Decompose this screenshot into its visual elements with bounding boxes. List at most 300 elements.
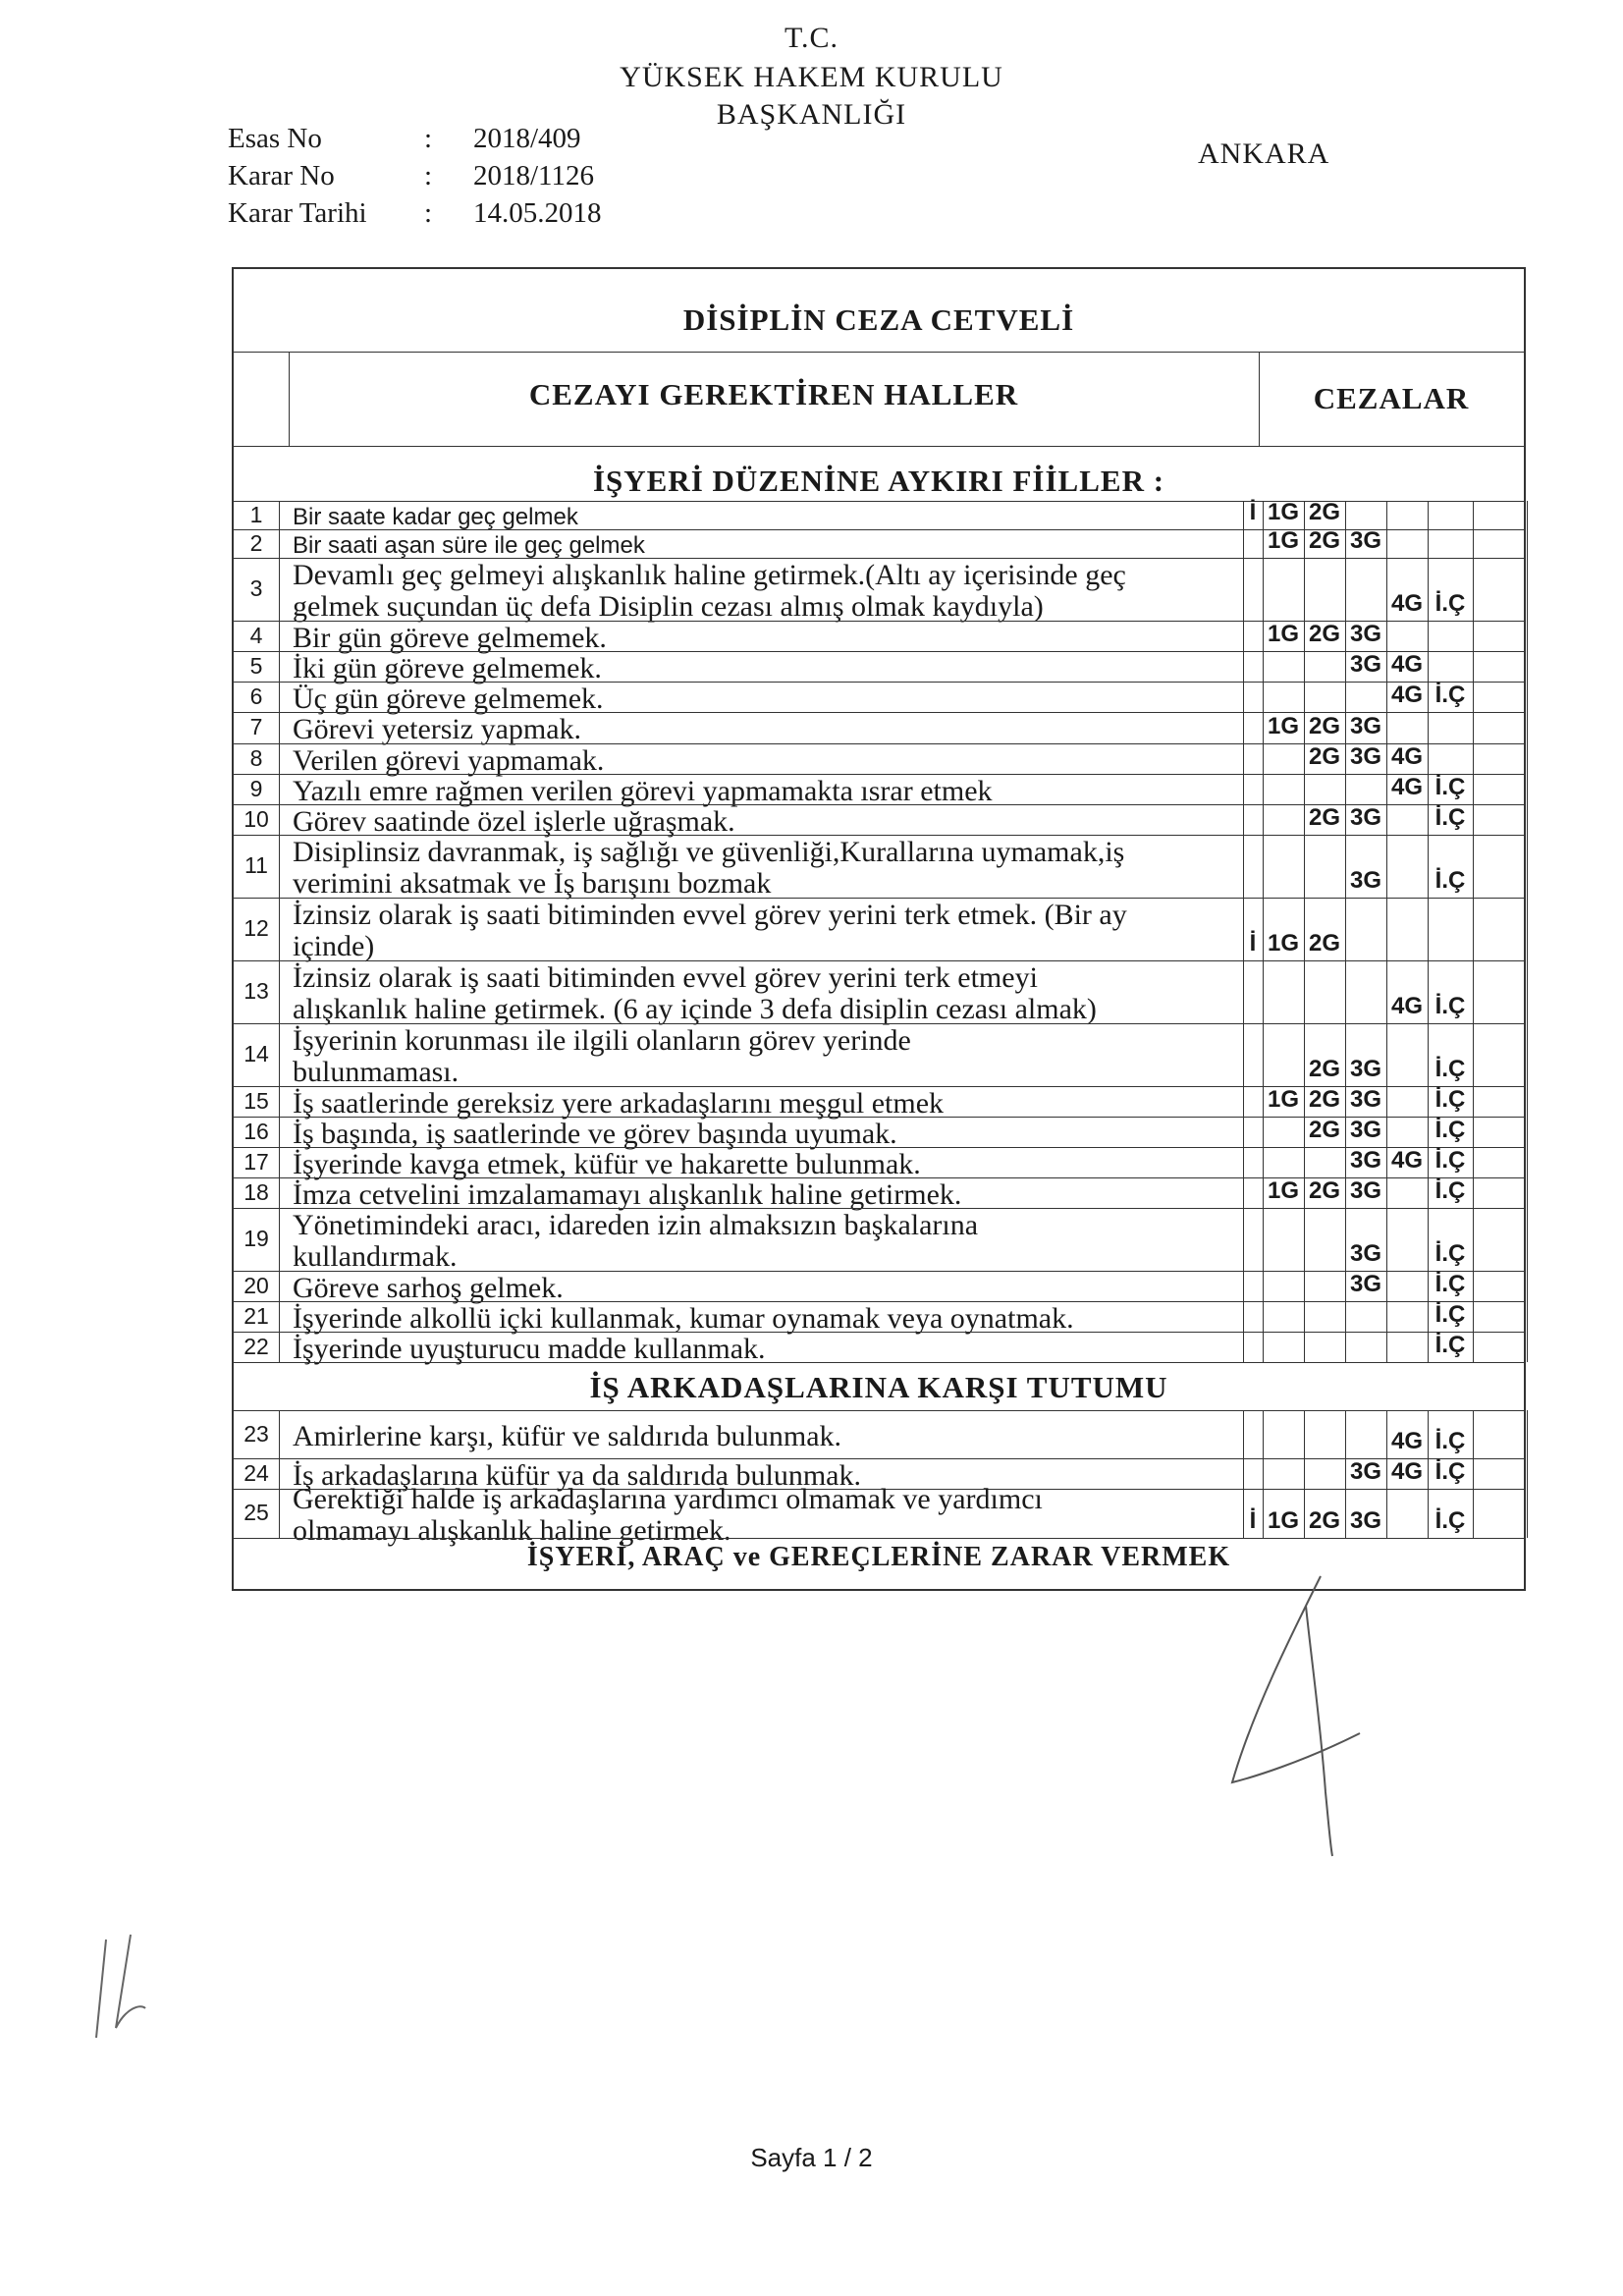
condition-line: İş başında, iş saatlerinde ve görev başında uyumak.	[293, 1117, 897, 1150]
condition-line: Bir saate kadar geç gelmek	[293, 503, 578, 530]
penalty-cell	[1428, 620, 1473, 649]
divider	[234, 446, 1524, 447]
condition-line: Görevi yetersiz yapmak.	[293, 713, 582, 745]
divider	[279, 682, 280, 712]
penalty-cell	[1304, 1270, 1345, 1299]
penalty-cell: 1G	[1267, 499, 1299, 525]
header-presidency: BAŞKANLIĞI	[716, 98, 907, 131]
condition-line: Gerektiği halde iş arkadaşlarına yardımcı olmamak ve yardımcı	[293, 1483, 1043, 1515]
penalty-cell	[1345, 1427, 1386, 1456]
penalty-cell: 3G	[1349, 621, 1381, 647]
penalty-cell	[1263, 1331, 1304, 1360]
penalty-cell: 1G	[1267, 930, 1299, 957]
divider	[279, 1177, 280, 1208]
row-condition-text	[293, 714, 1235, 745]
penalty-cell	[1263, 1300, 1304, 1330]
divider	[1473, 1489, 1474, 1538]
penalty-cell	[1304, 1146, 1345, 1175]
condition-line: verimini aksatmak ve İş barışını bozmak	[293, 867, 772, 900]
margin-initial-mark	[86, 1930, 155, 2048]
penalty-cell	[1263, 589, 1304, 619]
row-condition-text	[293, 1025, 1235, 1088]
divider	[1473, 1458, 1474, 1489]
condition-line: İşyerinde alkollü içki kullanmak, kumar oynamak veya oynatmak.	[293, 1301, 1074, 1335]
penalty-cell	[1263, 866, 1304, 896]
row-number: 2	[249, 529, 263, 556]
karar-value: 2018/1126	[473, 160, 594, 191]
penalty-cell	[1243, 1146, 1263, 1175]
penalty-cell	[1345, 1331, 1386, 1360]
penalty-cell	[1304, 1457, 1345, 1487]
penalty-cell	[1243, 866, 1263, 896]
penalty-cell	[1263, 1116, 1304, 1145]
condition-line: bulunmaması.	[293, 1056, 460, 1088]
divider	[279, 712, 280, 743]
divider	[279, 1117, 280, 1147]
penalty-cell	[1345, 992, 1386, 1021]
condition-line: Verilen görevi yapmamak.	[293, 743, 605, 777]
condition-line: Disiplinsiz davranmak, iş sağlığı ve güvenliği,Kurallarına uymamak,iş	[293, 836, 1125, 868]
penalty-cell	[1386, 1300, 1428, 1330]
divider	[1473, 804, 1474, 835]
divider	[1473, 774, 1474, 804]
penalty-cell: 2G	[1308, 930, 1340, 957]
penalty-cell: 4G	[1390, 1458, 1423, 1485]
row-condition-text	[293, 806, 1235, 838]
divider	[279, 1458, 280, 1489]
row-number: 5	[249, 652, 263, 679]
row-condition-text	[293, 837, 1235, 900]
condition-line: İşyerinde uyuşturucu madde kullanmak.	[293, 1332, 766, 1365]
penalty-cell: İ	[1249, 1507, 1257, 1534]
penalty-cell	[1304, 992, 1345, 1021]
divider	[279, 743, 280, 774]
row-number: 21	[243, 1302, 269, 1329]
penalty-cell: 4G	[1390, 682, 1423, 708]
penalty-cell	[1243, 742, 1263, 772]
divider	[279, 960, 280, 1023]
divider	[1473, 835, 1474, 898]
penalty-cell	[1263, 1055, 1304, 1084]
penalty-cell	[1263, 650, 1304, 680]
divider	[279, 804, 280, 835]
condition-line: İki gün göreve gelmemek.	[293, 651, 602, 684]
penalty-cell	[1243, 712, 1263, 741]
divider	[1473, 1117, 1474, 1147]
penalty-cell	[1263, 742, 1304, 772]
penalty-cell	[1243, 526, 1263, 556]
row-number: 19	[243, 1226, 269, 1251]
penalty-cell	[1243, 681, 1263, 710]
row-condition-text	[293, 502, 1235, 533]
penalty-cell	[1386, 1085, 1428, 1115]
condition-line: Bir saati aşan süre ile geç gelmek	[293, 531, 645, 559]
penalty-cell	[1243, 1085, 1263, 1115]
separator: :	[424, 160, 433, 191]
esas-value: 2018/409	[473, 123, 581, 154]
penalty-cell: 3G	[1349, 1271, 1381, 1297]
condition-line: İşyerinde kavga etmek, küfür ve hakarette bulunmak.	[293, 1147, 921, 1180]
penalty-cell	[1243, 992, 1263, 1021]
condition-line: gelmek suçundan üç defa Disiplin cezası almış olmak kaydıyla)	[293, 590, 1044, 623]
penalty-cell: 2G	[1308, 743, 1340, 770]
penalty-cell: 4G	[1390, 1428, 1423, 1454]
penalty-cell: İ.Ç	[1434, 867, 1466, 894]
divider	[1473, 1271, 1474, 1301]
divider	[1473, 651, 1474, 682]
condition-line: Bir gün göreve gelmemek.	[293, 621, 607, 654]
separator: :	[424, 123, 433, 154]
row-condition-text	[293, 1149, 1235, 1180]
penalty-cell: 3G	[1349, 651, 1381, 678]
divider	[279, 621, 280, 651]
penalty-cell: 3G	[1349, 804, 1381, 831]
divider	[1473, 1301, 1474, 1332]
row-condition-text	[293, 560, 1235, 623]
signature-mark	[1213, 1566, 1370, 1861]
penalty-cell	[1304, 773, 1345, 802]
row-condition-text	[293, 1119, 1235, 1150]
penalty-cell: 4G	[1390, 743, 1423, 770]
penalty-cell	[1263, 1146, 1304, 1175]
section-equipment-damage: İŞYERİ, ARAÇ ve GEREÇLERİNE ZARAR VERMEK	[526, 1542, 1231, 1572]
penalty-cell	[1386, 620, 1428, 649]
section-workplace-order: İŞYERİ DÜZENİNE AYKIRI FİİLLER :	[592, 464, 1165, 498]
penalty-cell: 3G	[1349, 743, 1381, 770]
tarih-value: 14.05.2018	[473, 197, 602, 229]
condition-line: İzinsiz olarak iş saati bitiminden evvel görev yerini terk etmek. (Bir ay	[293, 899, 1127, 931]
penalty-cell: 2G	[1308, 1117, 1340, 1143]
condition-line: Yazılı emre rağmen verilen görevi yapmamakta ısrar etmek	[293, 774, 993, 807]
penalty-cell	[1243, 1427, 1263, 1456]
penalty-cell	[1243, 1239, 1263, 1269]
penalty-cell: İ.Ç	[1434, 1086, 1466, 1113]
penalty-cell: 1G	[1267, 1086, 1299, 1113]
condition-line: alışkanlık haline getirmek. (6 ay içinde 3 defa disiplin cezası almak)	[293, 993, 1097, 1025]
penalty-cell: 3G	[1349, 1458, 1381, 1485]
divider	[279, 1301, 280, 1332]
penalty-cell: 2G	[1308, 1056, 1340, 1082]
row-number: 18	[243, 1178, 269, 1205]
row-number: 17	[243, 1148, 269, 1175]
row-number: 6	[249, 683, 263, 709]
divider	[1473, 682, 1474, 712]
penalty-cell: 3G	[1349, 1507, 1381, 1534]
row-condition-text	[293, 1179, 1235, 1211]
section-colleague-conduct: İŞ ARKADAŞLARINA KARŞI TUTUMU	[589, 1370, 1168, 1404]
row-condition-text	[293, 1088, 1235, 1120]
row-number: 4	[249, 622, 263, 648]
row-number: 8	[249, 744, 263, 771]
table-title: DİSİPLİN CEZA CETVELİ	[682, 302, 1075, 337]
penalty-cell: 1G	[1267, 1177, 1299, 1204]
penalty-cell: 2G	[1308, 804, 1340, 831]
condition-line: Amirlerine karşı, küfür ve saldırıda bulunmak.	[293, 1419, 842, 1452]
row-number: 15	[243, 1087, 269, 1114]
penalty-cell	[1304, 589, 1345, 619]
divider	[1473, 1208, 1474, 1271]
penalty-cell	[1345, 929, 1386, 958]
row-number: 20	[243, 1272, 269, 1298]
penalty-cell	[1304, 866, 1345, 896]
penalty-cell	[1243, 1270, 1263, 1299]
penalty-cell: 2G	[1308, 1086, 1340, 1113]
penalty-cell	[1304, 1331, 1345, 1360]
divider	[1473, 1023, 1474, 1086]
penalty-cell	[1345, 589, 1386, 619]
header-tc: T.C.	[784, 22, 839, 54]
penalty-cell	[1386, 712, 1428, 741]
penalty-cell: 2G	[1308, 527, 1340, 554]
penalty-cell: İ.Ç	[1434, 1507, 1466, 1534]
penalty-cell: 3G	[1349, 1240, 1381, 1267]
row-number: 24	[243, 1459, 269, 1486]
divider	[1473, 1177, 1474, 1208]
penalty-cell	[1243, 1116, 1263, 1145]
row-condition-text	[293, 530, 1235, 562]
divider	[1473, 1147, 1474, 1177]
divider	[234, 1538, 1524, 1539]
penalty-cell	[1428, 712, 1473, 741]
condition-line: Görev saatinde özel işlerle uğraşmak.	[293, 804, 735, 838]
penalty-cell	[1243, 589, 1263, 619]
row-condition-text	[293, 745, 1235, 777]
separator: :	[424, 197, 433, 229]
row-condition-text	[293, 1273, 1235, 1304]
divider	[1473, 1332, 1474, 1362]
penalty-cell	[1386, 1239, 1428, 1269]
penalty-cell: 2G	[1308, 621, 1340, 647]
penalty-cell: İ	[1249, 930, 1257, 957]
row-condition-text	[293, 653, 1235, 684]
penalty-cell	[1243, 1055, 1263, 1084]
penalty-cell	[1243, 803, 1263, 833]
row-number: 10	[243, 805, 269, 832]
divider	[279, 835, 280, 898]
divider	[279, 501, 280, 529]
penalty-cell	[1304, 1239, 1345, 1269]
penalty-cell	[1263, 1427, 1304, 1456]
divider	[1473, 898, 1474, 960]
penalty-cell	[1428, 526, 1473, 556]
penalty-cell	[1386, 1270, 1428, 1299]
penalty-cell	[1304, 650, 1345, 680]
penalty-cell: 1G	[1267, 621, 1299, 647]
divider	[279, 651, 280, 682]
penalty-cell: 3G	[1349, 527, 1381, 554]
penalty-cell	[1263, 1239, 1304, 1269]
row-condition-text	[293, 776, 1235, 807]
penalty-cell: 3G	[1349, 1086, 1381, 1113]
penalty-cell	[1243, 1300, 1263, 1330]
penalty-cell: 2G	[1308, 1507, 1340, 1534]
divider	[279, 1489, 280, 1538]
penalty-cell	[1428, 498, 1473, 527]
column-header-penalties: CEZALAR	[1313, 381, 1470, 415]
penalty-cell	[1386, 803, 1428, 833]
penalty-cell: 1G	[1267, 1507, 1299, 1534]
row-condition-text	[293, 623, 1235, 654]
penalty-cell	[1428, 742, 1473, 772]
condition-line: İşyerinin korunması ile ilgili olanların görev yerinde	[293, 1024, 911, 1057]
row-number: 1	[249, 501, 263, 527]
penalty-cell: İ.Ç	[1434, 774, 1466, 800]
row-number: 14	[243, 1041, 269, 1066]
penalty-cell	[1243, 650, 1263, 680]
penalty-cell: İ.Ç	[1434, 1332, 1466, 1358]
condition-line: Devamlı geç gelmeyi alışkanlık haline getirmek.(Altı ay içerisinde geç	[293, 559, 1126, 591]
divider	[1473, 529, 1474, 558]
row-number: 9	[249, 775, 263, 801]
case-info	[228, 120, 602, 232]
divider	[1473, 712, 1474, 743]
condition-line: İş arkadaşlarına küfür ya da saldırıda bulunmak.	[293, 1458, 861, 1492]
penalty-cell	[1263, 1457, 1304, 1487]
divider	[1473, 960, 1474, 1023]
penalty-cell	[1386, 1331, 1428, 1360]
penalty-cell	[1243, 620, 1263, 649]
penalty-cell	[1263, 1270, 1304, 1299]
divider	[279, 1208, 280, 1271]
divider	[1473, 558, 1474, 621]
penalty-cell: İ.Ç	[1434, 1301, 1466, 1328]
condition-line: Göreve sarhoş gelmek.	[293, 1271, 564, 1304]
divider	[279, 1410, 280, 1458]
penalty-cell	[1386, 1116, 1428, 1145]
row-number: 22	[243, 1333, 269, 1359]
divider	[279, 529, 280, 558]
penalty-cell: 3G	[1349, 713, 1381, 739]
row-condition-text	[293, 1210, 1235, 1273]
penalty-cell	[1304, 681, 1345, 710]
row-condition-text	[293, 1421, 1235, 1452]
penalty-cell: 1G	[1267, 527, 1299, 554]
row-condition-text	[293, 962, 1235, 1025]
row-number: 23	[243, 1420, 269, 1447]
penalty-cell: 4G	[1390, 590, 1423, 617]
penalty-cell	[1345, 681, 1386, 710]
penalty-cell	[1386, 1506, 1428, 1536]
column-header-conditions: CEZAYI GEREKTİREN HALLER	[528, 377, 1019, 411]
page-footer: Sayfa 1 / 2	[750, 2143, 873, 2172]
penalty-cell	[1263, 803, 1304, 833]
penalty-cell: İ.Ç	[1434, 993, 1466, 1019]
row-condition-text	[293, 683, 1235, 715]
divider	[279, 1086, 280, 1117]
penalty-cell: 4G	[1390, 1147, 1423, 1174]
penalty-cell	[1263, 773, 1304, 802]
divider	[234, 1362, 1524, 1363]
penalty-cell	[1386, 498, 1428, 527]
penalty-cell	[1428, 929, 1473, 958]
penalty-cell: 3G	[1349, 1177, 1381, 1204]
row-number: 11	[244, 852, 268, 878]
penalty-cell: 1G	[1267, 713, 1299, 739]
divider	[279, 898, 280, 960]
penalty-cell	[1243, 1457, 1263, 1487]
row-condition-text	[293, 1303, 1235, 1335]
row-condition-text	[293, 1334, 1235, 1365]
penalty-cell: 4G	[1390, 651, 1423, 678]
penalty-cell	[1428, 650, 1473, 680]
penalty-cell: İ.Ç	[1434, 682, 1466, 708]
penalty-cell: 2G	[1308, 499, 1340, 525]
penalty-cell	[1243, 1176, 1263, 1206]
penalty-cell: İ.Ç	[1434, 804, 1466, 831]
divider	[1473, 501, 1474, 529]
penalty-cell: İ.Ç	[1434, 1240, 1466, 1267]
penalty-cell: İ.Ç	[1434, 590, 1466, 617]
divider	[1473, 1410, 1474, 1458]
header-institution: YÜKSEK HAKEM KURULU	[620, 61, 1003, 93]
row-number: 12	[243, 915, 269, 941]
divider	[234, 352, 1524, 353]
penalty-cell	[1345, 498, 1386, 527]
condition-line: Yönetimindeki aracı, idareden izin almaksızın başkalarına	[293, 1209, 979, 1241]
divider	[279, 1332, 280, 1362]
penalty-cell	[1263, 681, 1304, 710]
penalty-cell	[1243, 1331, 1263, 1360]
condition-line: İmza cetvelini imzalamamayı alışkanlık haline getirmek.	[293, 1177, 962, 1211]
penalty-cell	[1386, 929, 1428, 958]
penalty-cell	[1304, 1300, 1345, 1330]
row-number: 13	[243, 978, 269, 1004]
karar-label: Karar No	[228, 160, 335, 191]
penalty-cell: İ.Ç	[1434, 1428, 1466, 1454]
row-number: 25	[243, 1500, 269, 1525]
penalty-cell: İ.Ç	[1434, 1177, 1466, 1204]
penalty-cell	[1386, 1055, 1428, 1084]
penalty-table	[232, 267, 1526, 1591]
condition-line: olmamayı alışkanlık haline getirmek.	[293, 1514, 731, 1547]
divider	[279, 558, 280, 621]
penalty-cell	[1345, 1300, 1386, 1330]
penalty-cell: 4G	[1390, 774, 1423, 800]
penalty-cell	[1386, 526, 1428, 556]
penalty-cell	[1263, 992, 1304, 1021]
row-number: 16	[243, 1118, 269, 1144]
penalty-cell: 2G	[1308, 713, 1340, 739]
penalty-cell: 3G	[1349, 867, 1381, 894]
divider	[1473, 1086, 1474, 1117]
penalty-cell	[1243, 773, 1263, 802]
penalty-cell	[1345, 773, 1386, 802]
penalty-cell: İ.Ç	[1434, 1056, 1466, 1082]
divider	[279, 774, 280, 804]
penalty-cell: İ	[1249, 499, 1257, 525]
divider	[1473, 743, 1474, 774]
tarih-label: Karar Tarihi	[228, 197, 367, 229]
condition-line: kullandırmak.	[293, 1240, 458, 1273]
condition-line: Üç gün göreve gelmemek.	[293, 682, 604, 715]
penalty-cell: 3G	[1349, 1056, 1381, 1082]
row-condition-text	[293, 900, 1235, 962]
penalty-cell: İ.Ç	[1434, 1117, 1466, 1143]
condition-line: İzinsiz olarak iş saati bitiminden evvel görev yerini terk etmeyi	[293, 961, 1038, 994]
penalty-cell	[1386, 866, 1428, 896]
esas-label: Esas No	[228, 123, 322, 154]
penalty-cell: 4G	[1390, 993, 1423, 1019]
divider	[279, 1271, 280, 1301]
penalty-cell: İ.Ç	[1434, 1271, 1466, 1297]
penalty-cell	[1386, 1176, 1428, 1206]
condition-line: içinde)	[293, 930, 375, 962]
condition-line: İş saatlerinde gereksiz yere arkadaşlarını meşgul etmek	[293, 1086, 945, 1120]
penalty-cell: 2G	[1308, 1177, 1340, 1204]
penalty-cell	[1304, 1427, 1345, 1456]
penalty-cell: İ.Ç	[1434, 1458, 1466, 1485]
row-number: 3	[249, 575, 263, 601]
